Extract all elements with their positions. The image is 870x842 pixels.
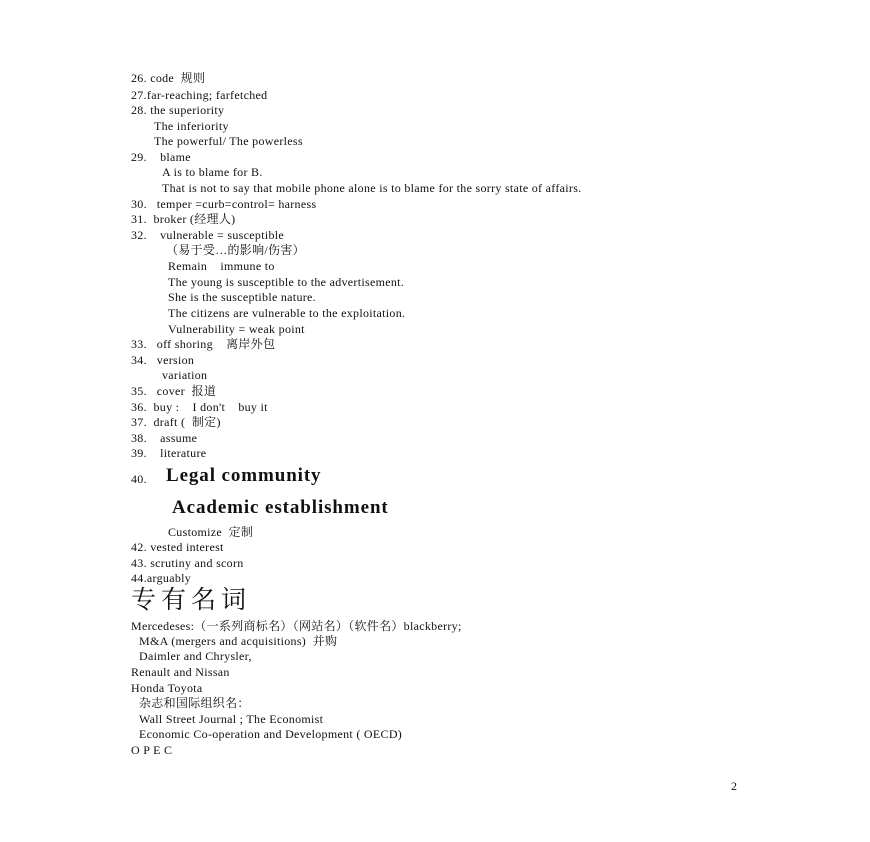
proper-noun-line-1: Mercedeses:（一系列商标名）（网站名）（软件名）blackberry;	[131, 619, 462, 633]
line-32-sub5: The citizens are vulnerable to the exploitation.	[168, 306, 406, 320]
proper-noun-line-4: Renault and Nissan	[131, 665, 230, 679]
line-28: 28. the superiority	[131, 103, 225, 117]
line-32-sub4: She is the susceptible nature.	[168, 290, 316, 304]
proper-noun-line-2: M&A (mergers and acquisitions) 并购	[139, 634, 338, 648]
line-43: 43. scrutiny and scorn	[131, 556, 244, 570]
page-number: 2	[731, 779, 737, 793]
line-37: 37. draft ( 制定)	[131, 415, 221, 429]
proper-noun-line-7: Wall Street Journal ; The Economist	[139, 712, 324, 726]
line-40-number: 40.	[131, 472, 147, 486]
line-32-sub6: Vulnerability = weak point	[168, 322, 305, 336]
line-32: 32. vulnerable = susceptible	[131, 228, 285, 242]
line-42: 42. vested interest	[131, 540, 224, 554]
line-40-title: Legal community	[166, 465, 322, 486]
line-34: 34. version	[131, 353, 195, 367]
section-heading: 专有名词	[131, 587, 252, 614]
line-32-sub1: （易于受…的影响/伤害）	[166, 243, 305, 257]
proper-noun-line-9: O P E C	[131, 743, 173, 757]
line-35: 35. cover 报道	[131, 384, 217, 398]
line-40-subtitle: Academic establishment	[172, 497, 389, 518]
line-32-sub2: Remain immune to	[168, 259, 275, 273]
proper-noun-line-5: Honda Toyota	[131, 681, 203, 695]
line-39: 39. literature	[131, 446, 207, 460]
line-28-sub2: The powerful/ The powerless	[154, 134, 303, 148]
line-28-sub1: The inferiority	[154, 119, 229, 133]
line-33: 33. off shoring 离岸外包	[131, 337, 276, 351]
proper-noun-line-3: Daimler and Chrysler,	[139, 649, 252, 663]
line-29: 29. blame	[131, 150, 191, 164]
line-30: 30. temper =curb=control= harness	[131, 197, 317, 211]
line-41: Customize 定制	[168, 525, 254, 539]
proper-noun-line-8: Economic Co-operation and Development ( OECD)	[139, 727, 403, 741]
proper-noun-line-6: 杂志和国际组织名：	[139, 696, 250, 710]
line-38: 38. assume	[131, 431, 198, 445]
line-44: 44.arguably	[131, 571, 192, 585]
line-26: 26. code 规则	[131, 71, 206, 85]
line-36: 36. buy : I don't buy it	[131, 400, 268, 414]
line-29-sub1: A is to blame for B.	[162, 165, 263, 179]
line-34-sub1: variation	[162, 368, 208, 382]
line-29-sub2: That is not to say that mobile phone alone is to blame for the sorry state of affairs.	[162, 181, 582, 195]
line-32-sub3: The young is susceptible to the advertisement.	[168, 275, 405, 289]
line-31: 31. broker (经理人)	[131, 212, 236, 226]
line-27: 27.far-reaching; farfetched	[131, 88, 268, 102]
